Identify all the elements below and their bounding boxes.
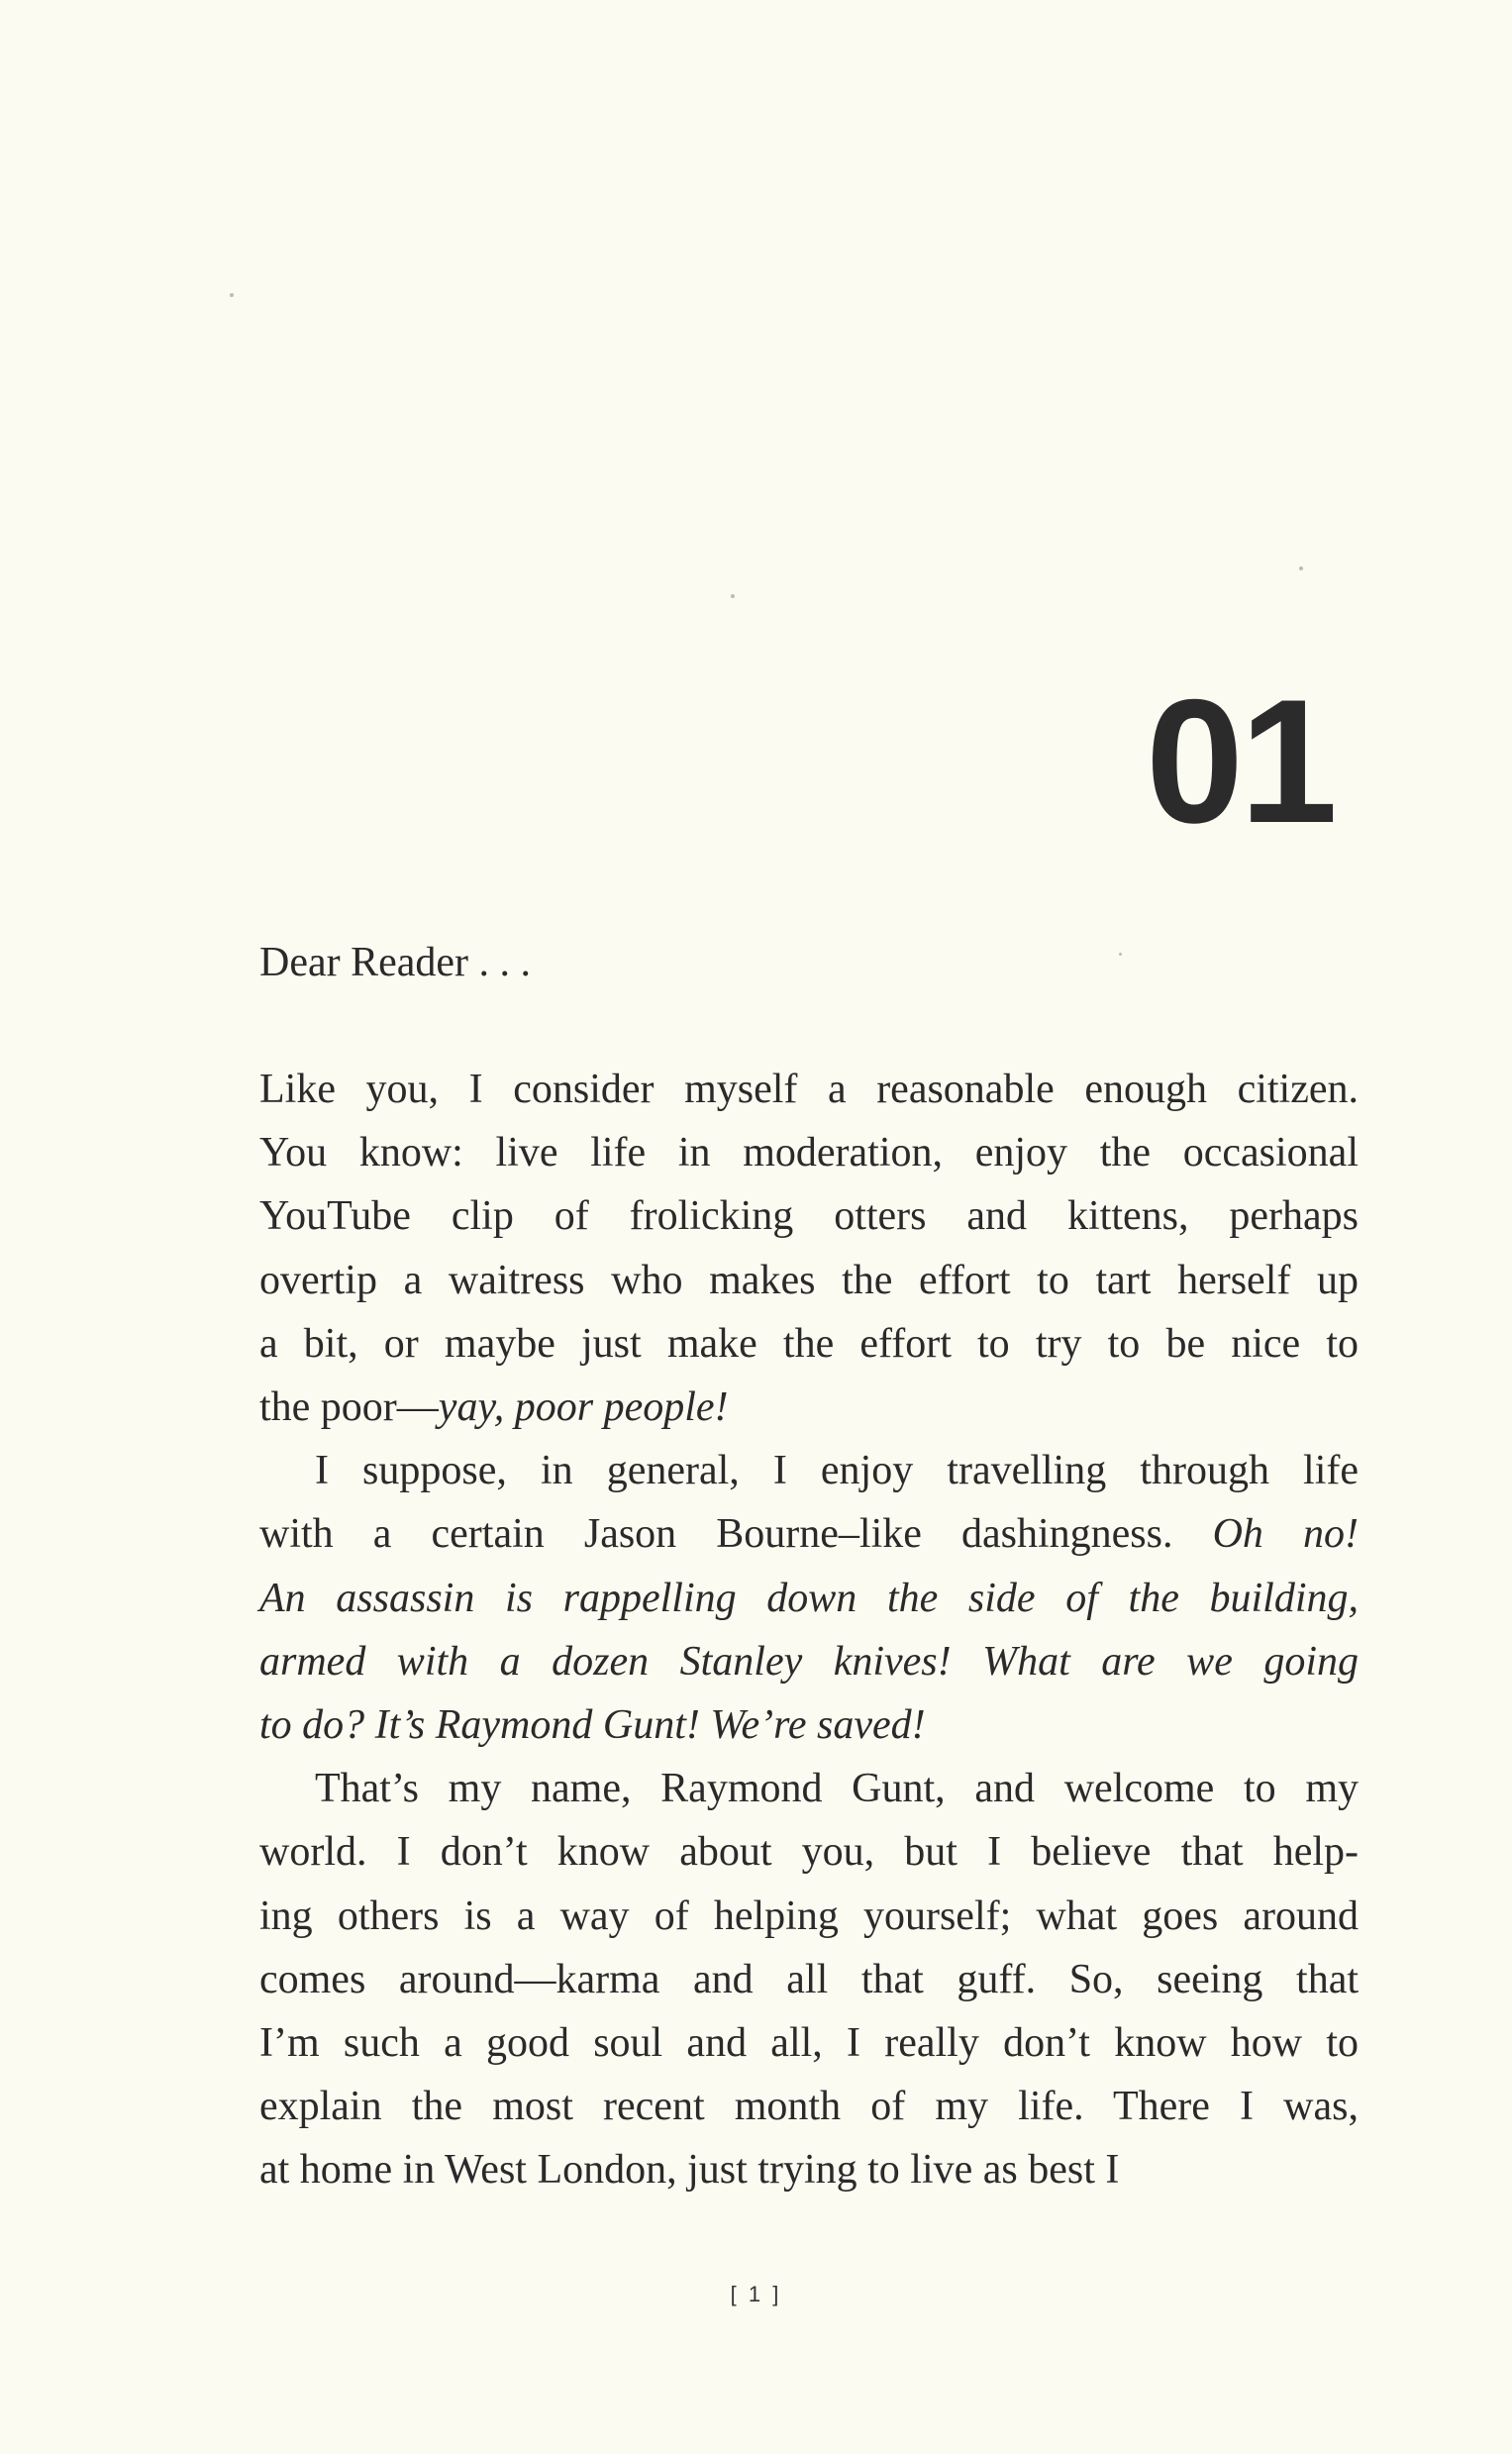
italic-text: An assassin is rappelling down the side of the building, [259, 1575, 1359, 1621]
text-line [259, 1184, 1359, 1248]
text-line [259, 1630, 1359, 1693]
text-run: You know: live life in moderation, enjoy the occasional [259, 1130, 1359, 1176]
text-line [259, 1693, 1359, 1757]
text-run: I’m such a good soul and all, I really don’t know how to [259, 2020, 1359, 2067]
text-line [259, 1121, 1359, 1184]
text-line [259, 2011, 1359, 2075]
text-line [259, 1249, 1359, 1312]
text-run: overtip a waitress who makes the effort to tart herself up [259, 1257, 1359, 1303]
salutation: Dear Reader . . . [259, 940, 532, 985]
text-line [259, 1885, 1359, 1948]
text-line [259, 2075, 1359, 2138]
paper-speck [731, 594, 735, 598]
text-run: ing others is a way of helping yourself; what goes around [259, 1892, 1359, 1939]
text-line [259, 1312, 1359, 1376]
text-line [259, 1820, 1359, 1884]
body-text [259, 1058, 1359, 2202]
text-line [259, 1948, 1359, 2011]
italic-text: to do? It’s Raymond Gunt! We’re saved! [259, 1702, 926, 1749]
paper-speck [1119, 953, 1122, 956]
italic-text: armed with a dozen Stanley knives! What are we going [259, 1638, 1359, 1685]
text-run: Like you, I consider myself a reasonable enough citizen. [259, 1067, 1359, 1112]
text-run: I suppose, in general, I enjoy travelling through life [315, 1448, 1359, 1494]
text-run: with a certain Jason Bourne–like dashingness. [259, 1511, 1213, 1558]
text-run: explain the most recent month of my life. There I was, [259, 2084, 1359, 2130]
text-line [259, 1439, 1359, 1502]
text-run: That’s my name, Raymond Gunt, and welcome to my [315, 1766, 1359, 1812]
text-line [259, 2138, 1359, 2201]
text-run: a bit, or maybe just make the effort to try to be nice to [259, 1320, 1359, 1367]
text-run: the poor— [259, 1384, 439, 1431]
text-line [259, 1058, 1359, 1121]
paper-speck [1299, 566, 1303, 570]
text-line [259, 1567, 1359, 1630]
page-number: [ 1 ] [730, 2282, 782, 2306]
text-line [259, 1757, 1359, 1820]
text-line [259, 1502, 1359, 1566]
text-run: world. I don’t know about you, but I believe that help- [259, 1829, 1359, 1876]
text-line [259, 1376, 1359, 1439]
text-run: comes around—karma and all that guff. So, seeing that [259, 1956, 1359, 2002]
italic-text: Oh no! [1212, 1511, 1359, 1558]
text-run: YouTube clip of frolicking otters and kittens, perhaps [259, 1193, 1359, 1240]
paper-speck [230, 293, 234, 297]
italic-text: yay, poor people! [438, 1384, 729, 1431]
chapter-number: 01 [1146, 663, 1334, 860]
text-run: at home in West London, just trying to live as best I [259, 2147, 1120, 2194]
